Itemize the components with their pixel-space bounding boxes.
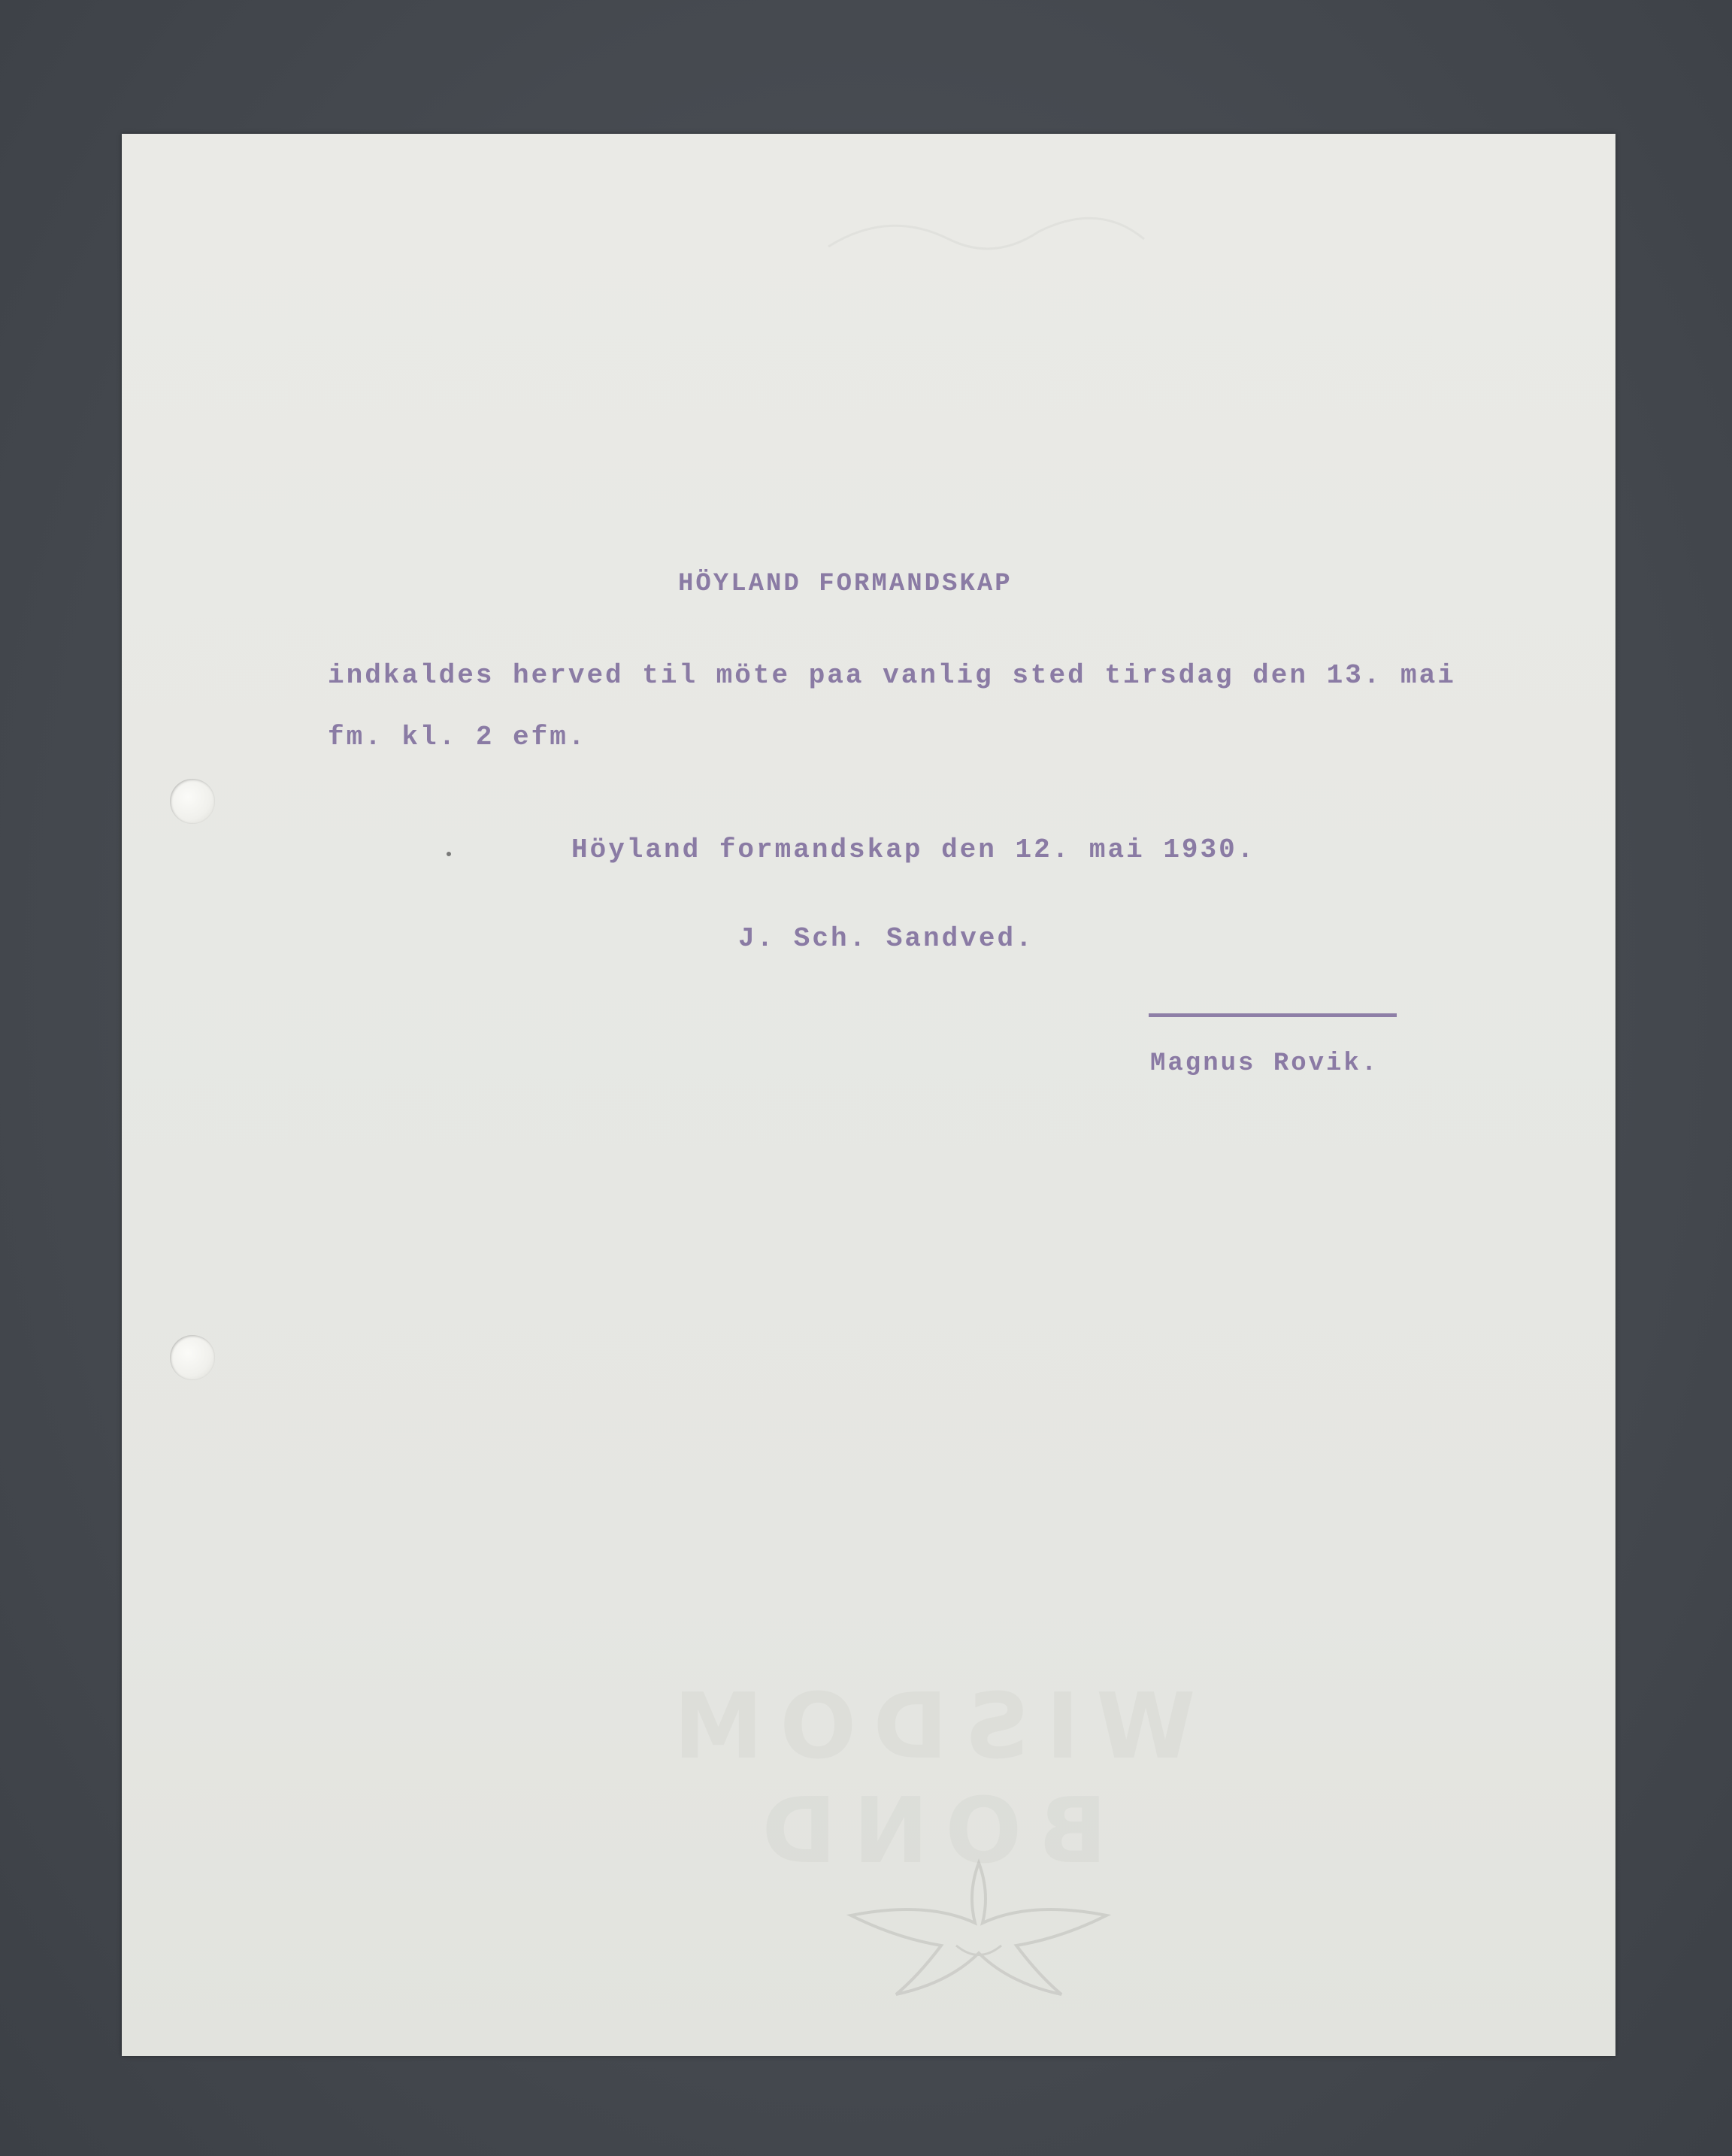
sender-name: J. Sch. Sandved.: [738, 923, 1034, 954]
stray-mark: [447, 852, 451, 856]
faint-watermark-top: [798, 179, 1174, 284]
paper-watermark-text: WISDOM BOND: [656, 1675, 1196, 1884]
signer-name: Magnus Rovik.: [1150, 1049, 1379, 1078]
body-text-line-1: indkaldes herved til möte paa vanlig sted tirsdag den 13. mai: [328, 660, 1456, 691]
body-text-line-2: fm. kl. 2 efm.: [328, 722, 587, 752]
punch-hole-top: [170, 779, 215, 824]
place-and-date: Höyland formandskap den 12. mai 1930.: [571, 834, 1256, 865]
signature-line: [1149, 1013, 1397, 1017]
document-title: HÖYLAND FORMANDSKAP: [678, 570, 1013, 598]
document-page: [122, 134, 1615, 2056]
bird-watermark-icon: [806, 1833, 1152, 2006]
punch-hole-bottom: [170, 1335, 215, 1380]
